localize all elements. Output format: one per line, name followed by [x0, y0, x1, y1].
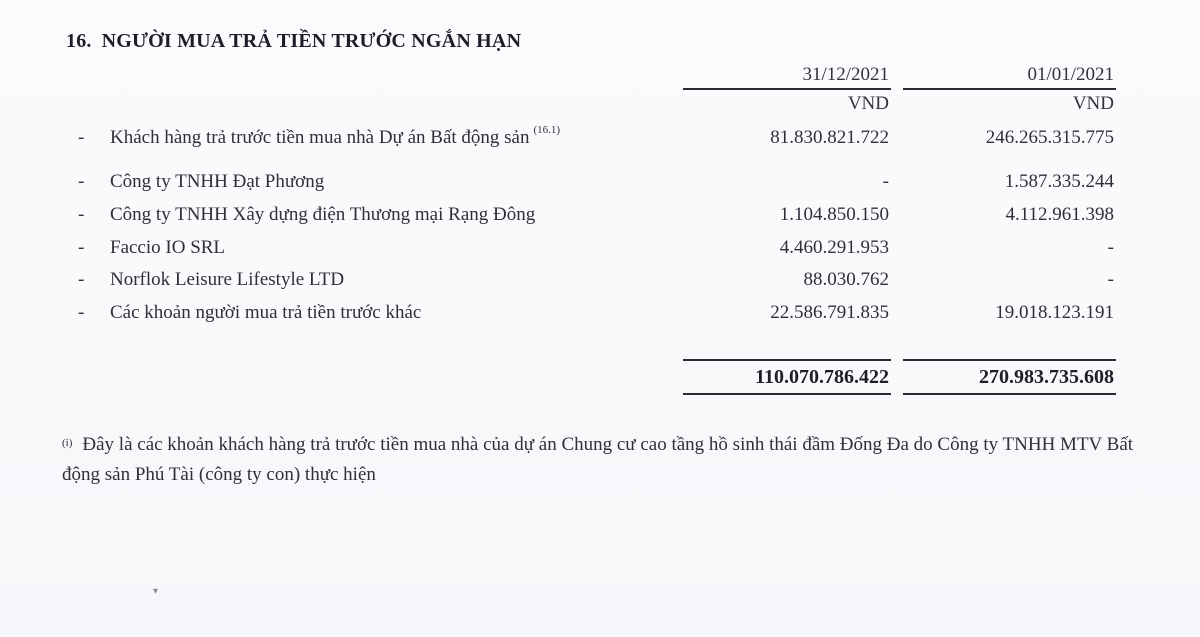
- total-2021-12-31: 110.070.786.422: [755, 366, 889, 388]
- row-label: Công ty TNHH Đạt Phương: [110, 171, 325, 192]
- value-2021-12-31: 88.030.762: [803, 269, 889, 290]
- value-2021-12-31: 22.586.791.835: [770, 302, 889, 323]
- table-row: [0, 204, 1200, 234]
- column-header-date-2: 01/01/2021: [1027, 64, 1114, 85]
- row-label: Norflok Leisure Lifestyle LTD: [110, 269, 345, 290]
- bullet-dash: -: [78, 237, 85, 258]
- value-2021-12-31: 81.830.821.722: [770, 127, 889, 148]
- table-row: [0, 237, 1200, 267]
- header-rule-2: [903, 88, 1116, 90]
- bullet-dash: -: [78, 269, 85, 290]
- section-number: 16.: [66, 30, 92, 52]
- value-2021-01-01: 19.018.123.191: [995, 302, 1114, 323]
- footnote-ref: (16.1): [533, 124, 561, 136]
- table-row: [0, 124, 1200, 157]
- row-label: Công ty TNHH Xây dựng điện Thương mại Rạng Đông: [110, 204, 536, 225]
- section-heading: [66, 30, 521, 53]
- bullet-dash: -: [78, 171, 85, 192]
- section-title: NGƯỜI MUA TRẢ TIỀN TRƯỚC NGẮN HẠN: [101, 30, 522, 52]
- value-2021-12-31: 1.104.850.150: [779, 204, 889, 225]
- scan-artifact: ▾: [153, 586, 159, 597]
- value-2021-01-01: 4.112.961.398: [1005, 204, 1114, 225]
- value-2021-01-01: 246.265.315.775: [985, 127, 1114, 148]
- total-bottom-rule-2: [903, 393, 1116, 395]
- value-2021-01-01: -: [1107, 269, 1114, 290]
- column-header-unit-2: VND: [1072, 93, 1114, 114]
- table-row: [0, 171, 1200, 201]
- bullet-dash: -: [78, 204, 85, 225]
- table-row: [0, 302, 1200, 332]
- value-2021-12-31: 4.460.291.953: [779, 237, 889, 258]
- total-bottom-rule-1: [683, 393, 891, 395]
- table-row: [0, 269, 1200, 299]
- footnote-marker: (i): [62, 437, 73, 449]
- row-label-text: Khách hàng trả trước tiền mua nhà Dự án Bất động sản: [110, 127, 530, 148]
- column-header-date-1: 31/12/2021: [802, 64, 889, 85]
- row-label: Các khoản người mua trả tiền trước khác: [110, 302, 422, 323]
- row-label: Faccio IO SRL: [110, 237, 226, 258]
- value-2021-01-01: 1.587.335.244: [1004, 171, 1114, 192]
- bullet-dash: -: [78, 302, 85, 323]
- value-2021-12-31: -: [882, 171, 889, 192]
- footnote-text: Đây là các khoản khách hàng trả trước tiền mua nhà của dự án Chung cư cao tầng hồ sinh thái đầm Đống Đa do Công ty TNHH MTV Bất động sản Phú Tài (công ty con) thực hiện: [62, 434, 1134, 485]
- column-header-unit-1: VND: [847, 93, 889, 114]
- total-top-rule-2: [903, 359, 1116, 361]
- total-2021-01-01: 270.983.735.608: [979, 366, 1114, 388]
- bullet-dash: -: [78, 127, 85, 148]
- header-rule-1: [683, 88, 891, 90]
- row-label: [110, 124, 561, 149]
- value-2021-01-01: -: [1107, 237, 1114, 258]
- footnote: [62, 430, 1152, 490]
- total-top-rule-1: [683, 359, 891, 361]
